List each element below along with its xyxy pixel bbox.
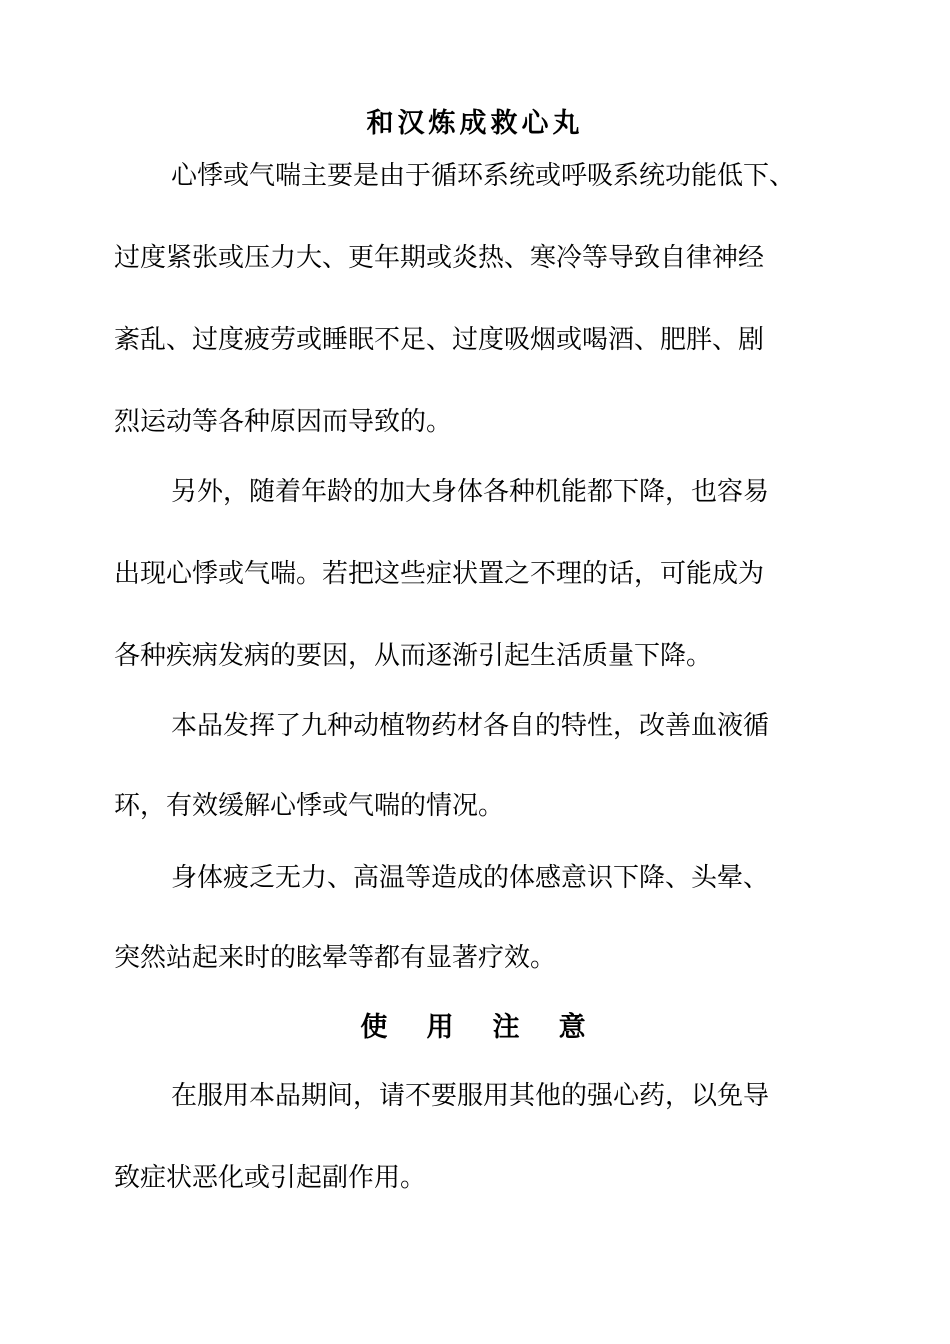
paragraph-line: 烈运动等各种原因而导致的。	[114, 407, 453, 437]
paragraph-line: 在服用本品期间，请不要服用其他的强心药，以免导	[171, 1081, 770, 1111]
paragraph-line: 过度紧张或压力大、更年期或炎热、寒冷等导致自律神经	[114, 243, 765, 273]
paragraph-line: 身体疲乏无力、高温等造成的体感意识下降、头晕、	[171, 863, 770, 893]
section-title	[0, 1008, 950, 1048]
section-title-char: 意	[558, 1012, 590, 1043]
paragraph-line: 紊乱、过度疲劳或睡眠不足、过度吸烟或喝酒、肥胖、剧	[114, 325, 765, 355]
document-title: 和汉炼成救心丸	[366, 108, 584, 139]
paragraph-line: 环，有效缓解心悸或气喘的情况。	[114, 791, 505, 821]
paragraph-line: 突然站起来时的眩晕等都有显著疗效。	[114, 943, 557, 973]
paragraph-line: 另外，随着年龄的加大身体各种机能都下降，也容易	[171, 477, 770, 507]
section-title-char: 用	[426, 1012, 458, 1043]
section-title-char: 使	[360, 1012, 392, 1043]
paragraph-line: 心悸或气喘主要是由于循环系统或呼吸系统功能低下、	[171, 161, 796, 191]
paragraph-line: 致症状恶化或引起副作用。	[114, 1163, 427, 1193]
paragraph-line: 各种疾病发病的要因，从而逐渐引起生活质量下降。	[114, 641, 713, 671]
paragraph-line: 本品发挥了九种动植物药材各自的特性，改善血液循	[171, 711, 770, 741]
section-title-char: 注	[492, 1012, 524, 1043]
paragraph-line: 出现心悸或气喘。若把这些症状置之不理的话，可能成为	[114, 559, 765, 589]
